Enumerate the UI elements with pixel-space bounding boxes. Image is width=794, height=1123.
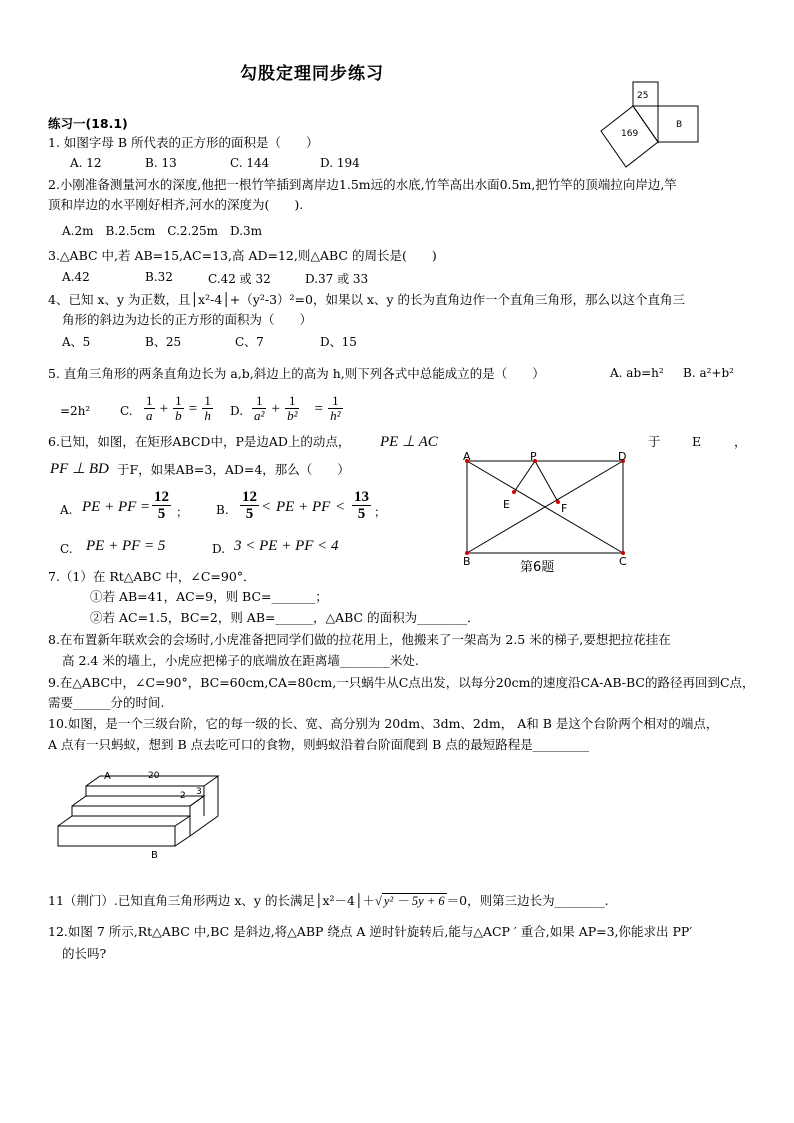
q6-option-b-expr: PE + PF — [276, 499, 331, 515]
q1-option-c: C. 144 — [230, 156, 270, 170]
question-12-line2: 的长吗? — [62, 946, 107, 961]
frac-den: a² — [254, 408, 265, 423]
q6-option-a-label: A. — [60, 503, 73, 517]
frac-den: b — [175, 408, 182, 423]
question-10-line2: A 点有一只蚂蚁，想到 B 点去吃可口的食物，则蚂蚁沿着台阶面爬到 B 点的最短路程是_________ — [48, 737, 590, 752]
question-4-line2: 角形的斜边为边长的正方形的面积为（ ） — [62, 312, 313, 327]
q3-option-a: A.42 — [62, 270, 90, 284]
step-1-top — [58, 816, 190, 826]
q6-semicolon-a: ； — [176, 505, 189, 519]
label-length-20: 20 — [148, 771, 160, 781]
question-9-line2: 需要______分的时间. — [48, 695, 165, 710]
question-11: 11（荆门）.已知直角三角形两边 x、y 的长满足│x²－4│＋√ y² － 5y + 6 ＝0，则第三边长为________. — [48, 893, 609, 908]
q6-option-b-label: B. — [216, 503, 229, 517]
question-12-line1: 12.如图 7 所示,Rt△ABC 中,BC 是斜边,将△ABP 绕点 A 逆时针旋转后,能与△ACP ′ 重合,如果 AP=3,你能求出 PP′ — [48, 924, 693, 939]
q5-option-d-formula — [252, 394, 343, 423]
fig1-label-b: B — [676, 120, 683, 130]
step-2-front — [72, 806, 190, 816]
q5-option-c-formula — [144, 394, 213, 423]
point-f — [556, 500, 560, 504]
frac-num: 1 — [204, 393, 211, 408]
question-8-line2: 高 2.4 米的墙上，小虎应把梯子的底端放在距离墙________米处. — [62, 653, 419, 668]
question-3: 3.△ABC 中,若 AB=15,AC=13,高 AD=12,则△ABC 的周长是( ) — [48, 248, 437, 263]
equals-sign: = — [314, 401, 324, 417]
q5-option-b: B. a²+b² — [683, 366, 734, 380]
frac-den: 5 — [357, 506, 366, 522]
q3-option-c: C.42 或 32 — [208, 272, 271, 286]
q3-option-d: D.37 或 33 — [305, 272, 369, 286]
stairs-figure — [50, 768, 220, 862]
q6-option-b-lt1: < — [262, 499, 271, 515]
question-11-pre: 11（荆门）.已知直角三角形两边 x、y 的长满足│x²－4│＋ — [48, 893, 376, 908]
q6-option-c-label: C. — [60, 542, 73, 556]
question-5: 5. 直角三角形的两条直角边长为 a,b,斜边上的高为 h,则下列各式中总能成立的是（ ） — [48, 366, 545, 381]
question-10-line1: 10.如图，是一个三级台阶，它的每一级的长、宽、高分别为 20dm、3dm、2dm， A和 B 是这个台阶两个相对的端点， — [48, 716, 719, 731]
frac-num: 12 — [242, 489, 257, 505]
frac-num: 1 — [285, 394, 299, 409]
question-7-part-1: ①若 AB=41，AC=9，则 BC=_______； — [90, 589, 328, 604]
plus-sign: + — [159, 401, 169, 417]
section-heading: 练习一(18.1) — [48, 116, 128, 131]
q6-yu: 于 — [648, 434, 661, 449]
question-6-line1: 6.已知，如图，在矩形ABCD中，P是边AD上的动点， — [48, 434, 351, 449]
frac-den: a — [146, 408, 153, 423]
question-11-post: ＝0，则第三边长为________. — [446, 893, 609, 908]
frac-den: 5 — [157, 506, 166, 522]
q6-pe-perp-ac: PE ⊥ AC — [380, 434, 438, 450]
question-7-head: 7.（1）在 Rt△ABC 中，∠C=90°． — [48, 569, 256, 584]
label-f: F — [561, 502, 568, 515]
frac-num: 13 — [354, 489, 369, 505]
q6-option-c-expr: PE + PF = 5 — [86, 538, 166, 554]
q5-option-b-cont: =2h² — [60, 404, 91, 418]
q4-option-c: C、7 — [235, 335, 264, 349]
label-b: B — [151, 850, 158, 861]
q6-option-a-expr: PE + PF = — [82, 499, 151, 515]
step-1 — [58, 816, 190, 846]
question-6-line2: 于F，如果AB=3，AD=4，那么（ ） — [117, 462, 350, 477]
q6-semicolon-b: ； — [374, 505, 387, 519]
q6-option-b-lt2: < — [336, 499, 345, 515]
q4-option-b: B、25 — [145, 335, 182, 349]
page-title: 勾股定理同步练习 — [240, 64, 384, 84]
q5-option-a: A. ab=h² — [610, 366, 664, 380]
question-2-line2: 顶和岸边的水平刚好相齐,河水的深度为( ). — [48, 197, 304, 212]
question-11-radicand: y² － 5y + 6 — [383, 894, 445, 908]
frac-num: 12 — [154, 489, 169, 505]
fig1-label-169: 169 — [621, 129, 639, 139]
segment-pe — [514, 461, 535, 492]
q1-option-a: A. 12 — [70, 156, 102, 170]
frac-den: b² — [287, 408, 298, 423]
q6-option-b-frac-right — [352, 489, 371, 522]
q5-option-d-label: D. — [230, 404, 244, 418]
question-1: 1. 如图字母 B 所代表的正方形的面积是（ ） — [48, 135, 319, 150]
frac-den: 5 — [245, 506, 254, 522]
equals-sign: = — [188, 401, 198, 417]
label-c: C — [619, 555, 627, 568]
figure-6-caption: 第6题 — [520, 560, 555, 575]
squares-figure — [598, 79, 702, 171]
q5-option-c-label: C. — [120, 404, 133, 418]
q6-option-a-frac — [152, 489, 171, 522]
question-8-line1: 8.在布置新年联欢会的会场时,小虎准备把同学们做的拉花用上，他搬来了一架高为 2.5 米的梯子,要想把拉花挂在 — [48, 632, 671, 647]
question-9-line1: 9.在△ABC中，∠C=90°，BC=60cm,CA=80cm,一只蜗牛从C点出发，以每分20cm的速度沿CA-AB-BC的路径再回到C点， — [48, 675, 755, 690]
q6-pf-perp-bd: PF ⊥ BD — [50, 461, 109, 477]
q4-option-d: D、15 — [320, 335, 357, 349]
step-3-front — [86, 786, 204, 796]
q1-option-b: B. 13 — [145, 156, 177, 170]
rectangle-figure — [460, 450, 635, 575]
q6-comma: ， — [734, 434, 747, 449]
segment-pf — [535, 461, 558, 502]
question-4-line1: 4、已知 x、y 为正数，且│x²-4│+（y²-3）²=0，如果以 x、y 的长为直角边作一个直角三角形，那么以这个直角三 — [48, 292, 686, 307]
riser-edge-1 — [190, 796, 204, 806]
plus-sign: + — [271, 401, 280, 417]
question-7-part-2: ②若 AC=1.5，BC=2，则 AB=______，△ABC 的面积为________． — [90, 610, 480, 625]
frac-num: 1 — [328, 394, 342, 409]
label-e: E — [503, 498, 510, 511]
q6-e: E — [692, 434, 702, 449]
q1-option-d: D. 194 — [320, 156, 360, 170]
label-a: A — [463, 450, 471, 463]
point-e — [512, 490, 516, 494]
label-a: A — [104, 771, 111, 782]
frac-num: 1 — [175, 393, 182, 408]
label-b: B — [463, 555, 471, 568]
label-p: P — [530, 450, 537, 463]
label-height-2: 2 — [180, 791, 186, 801]
label-d: D — [618, 450, 627, 463]
q6-option-b-frac-left — [240, 489, 259, 522]
frac-num: 1 — [252, 394, 266, 409]
q3-option-b: B.32 — [145, 270, 173, 284]
q6-option-d-expr: 3 < PE + PF < 4 — [234, 538, 339, 554]
q2-options: A.2m B.2.5cm C.2.25m D.3m — [62, 224, 262, 238]
fig1-label-25: 25 — [637, 91, 649, 101]
q6-option-d-label: D. — [212, 542, 226, 556]
frac-den: h² — [330, 408, 341, 423]
frac-den: h — [204, 408, 211, 423]
question-2-line1: 2.小刚准备测量河水的深度,他把一根竹竿插到离岸边1.5m远的水底,竹竿高出水面0.5m,把竹竿的顶端拉向岸边,竿 — [48, 177, 677, 192]
q4-option-a: A、5 — [62, 335, 91, 349]
label-width-3: 3 — [196, 787, 202, 797]
frac-num: 1 — [146, 393, 153, 408]
